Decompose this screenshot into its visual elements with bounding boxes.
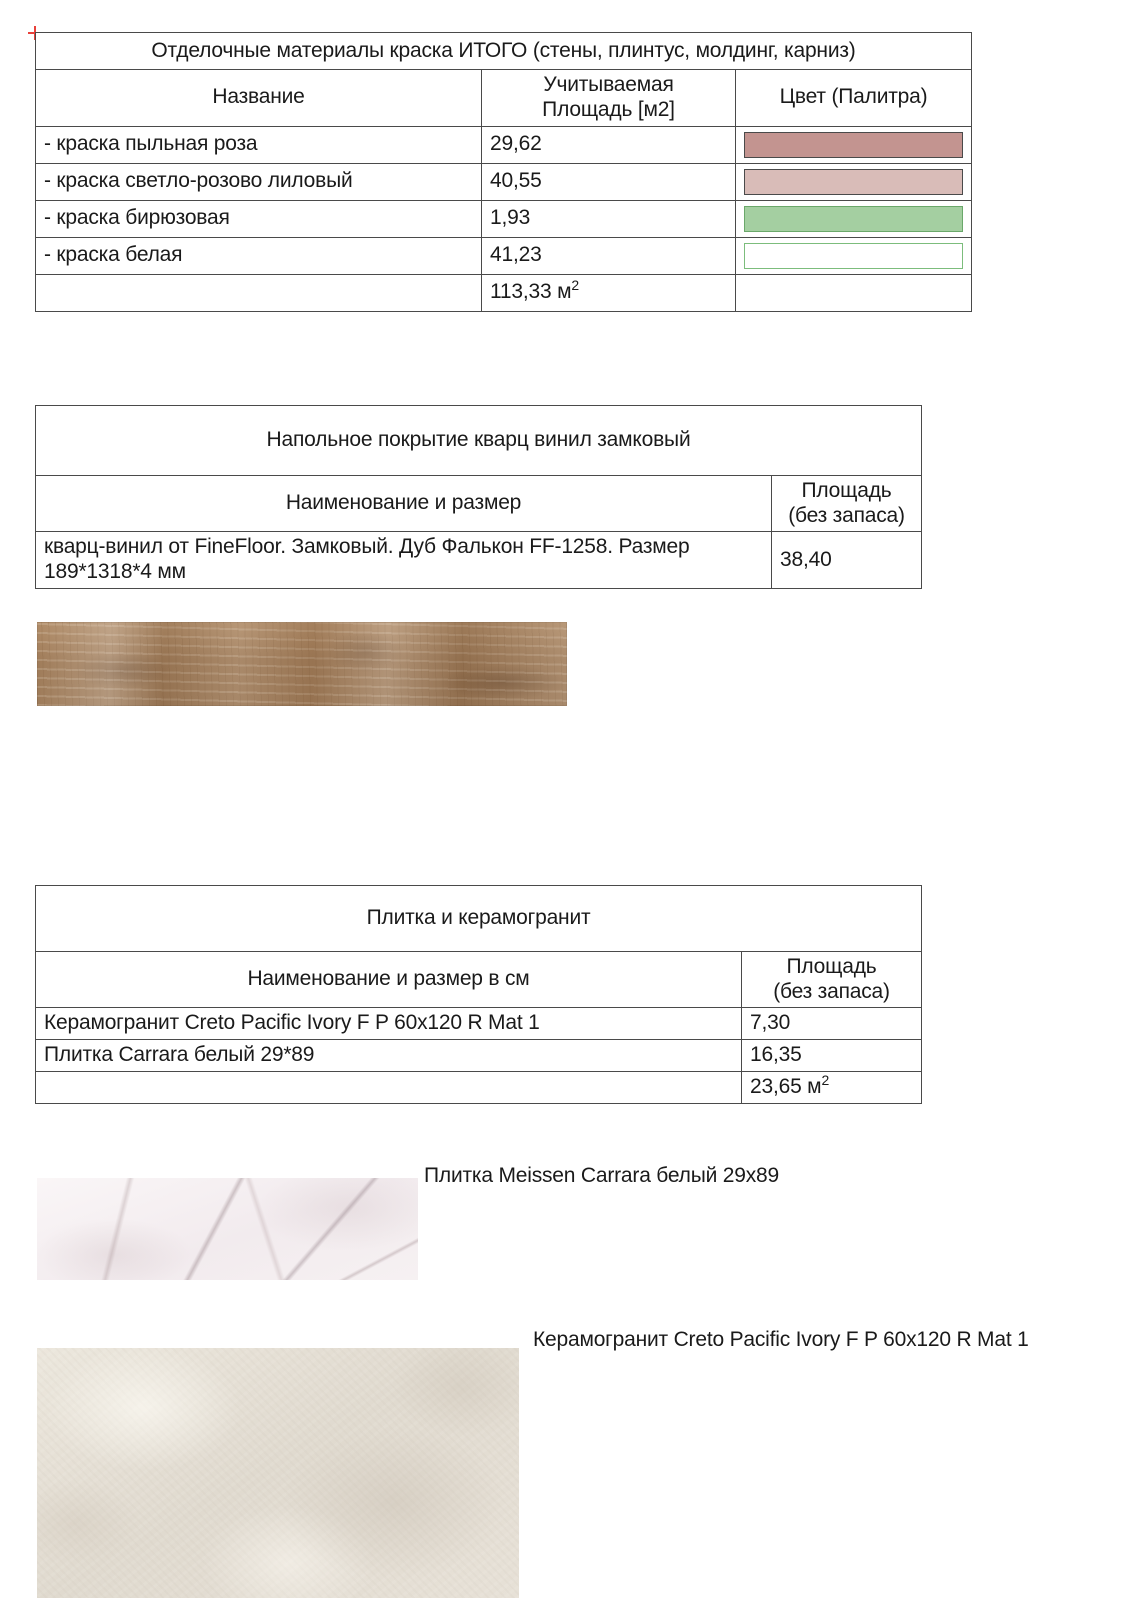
- table-row: [36, 237, 972, 274]
- column-header-name: Название: [36, 70, 482, 127]
- tile-and-porcelain-table: [35, 885, 922, 1104]
- table-row: [36, 1008, 922, 1040]
- column-header-area: [772, 475, 922, 532]
- color-swatch: [744, 243, 963, 269]
- paint-color-cell: [736, 237, 972, 274]
- tile-total-value: 23,65 м: [750, 1074, 822, 1098]
- tile-total-unit-exponent: 2: [821, 1071, 830, 1088]
- color-swatch: [744, 206, 963, 232]
- table-row: [36, 126, 972, 163]
- wood-plank-sample-image: [37, 622, 567, 706]
- paint-area: 40,55: [482, 163, 736, 200]
- total-label-empty: [36, 274, 482, 311]
- paint-area: 29,62: [482, 126, 736, 163]
- paint-name: - краска бирюзовая: [36, 200, 482, 237]
- color-swatch: [744, 132, 963, 158]
- tile-material-name: Керамогранит Creto Pacific Ivory F P 60x120 R Mat 1: [36, 1008, 742, 1040]
- floor-covering-table: [35, 405, 922, 589]
- table-row: [36, 1040, 922, 1072]
- paint-total-unit-exponent: 2: [571, 277, 579, 294]
- porcelain-tile-caption: Керамогранит Creto Pacific Ivory F P 60x120 R Mat 1: [533, 1328, 1029, 1351]
- paint-total-area: [482, 274, 736, 311]
- column-header-color: Цвет (Палитра): [736, 70, 972, 127]
- porcelain-tile-sample-image: [37, 1348, 519, 1598]
- column-header-name: Наименование и размер: [36, 475, 772, 532]
- table-header-row: [36, 70, 972, 127]
- paint-color-cell: [736, 163, 972, 200]
- marble-tile-caption: Плитка Meissen Carrara белый 29x89: [424, 1164, 780, 1187]
- floor-material-name: кварц-винил от FineFloor. Замковый. Дуб Фалькон FF-1258. Размер 189*1318*4 мм: [36, 532, 772, 589]
- tile-area: 16,35: [742, 1040, 922, 1072]
- tile-total-area: [742, 1071, 922, 1103]
- total-color-empty: [736, 274, 972, 311]
- paint-color-cell: [736, 126, 972, 163]
- paint-total-value: 113,33 м: [490, 280, 572, 304]
- table-header-row: [36, 475, 922, 532]
- paint-name: - краска белая: [36, 237, 482, 274]
- table-title-row: [36, 406, 922, 476]
- table-total-row: [36, 1071, 922, 1103]
- column-header-area-line1: Площадь: [786, 954, 877, 978]
- column-header-name: Наименование и размер в см: [36, 951, 742, 1008]
- table-total-row: [36, 274, 972, 311]
- column-header-area-line2: (без запаса): [773, 979, 890, 1003]
- paint-name: - краска пыльная роза: [36, 126, 482, 163]
- paint-color-cell: [736, 200, 972, 237]
- color-swatch: [744, 169, 963, 195]
- table-row: [36, 200, 972, 237]
- marble-tile-sample-image: [37, 1178, 418, 1280]
- table-title-row: [36, 886, 922, 952]
- paint-area: 41,23: [482, 237, 736, 274]
- tile-material-name: Плитка Carrara белый 29*89: [36, 1040, 742, 1072]
- table-title-row: [36, 33, 972, 70]
- paint-materials-table: [35, 32, 972, 312]
- tile-table-title: Плитка и керамогранит: [36, 886, 922, 952]
- column-header-area-line2: Площадь [м2]: [542, 97, 675, 121]
- paint-area: 1,93: [482, 200, 736, 237]
- paint-name: - краска светло-розово лиловый: [36, 163, 482, 200]
- column-header-area-line2: (без запаса): [788, 503, 905, 527]
- floor-area: 38,40: [772, 532, 922, 589]
- tile-area: 7,30: [742, 1008, 922, 1040]
- floor-table-title: Напольное покрытие кварц винил замковый: [36, 406, 922, 476]
- table-row: [36, 532, 922, 589]
- table-header-row: [36, 951, 922, 1008]
- column-header-area: [742, 951, 922, 1008]
- table-row: [36, 163, 972, 200]
- total-label-empty: [36, 1071, 742, 1103]
- paint-table-title: Отделочные материалы краска ИТОГО (стены, плинтус, молдинг, карниз): [36, 33, 972, 70]
- column-header-area-line1: Учитываемая: [543, 73, 674, 96]
- column-header-area: [482, 70, 736, 127]
- column-header-area-line1: Площадь: [801, 478, 892, 502]
